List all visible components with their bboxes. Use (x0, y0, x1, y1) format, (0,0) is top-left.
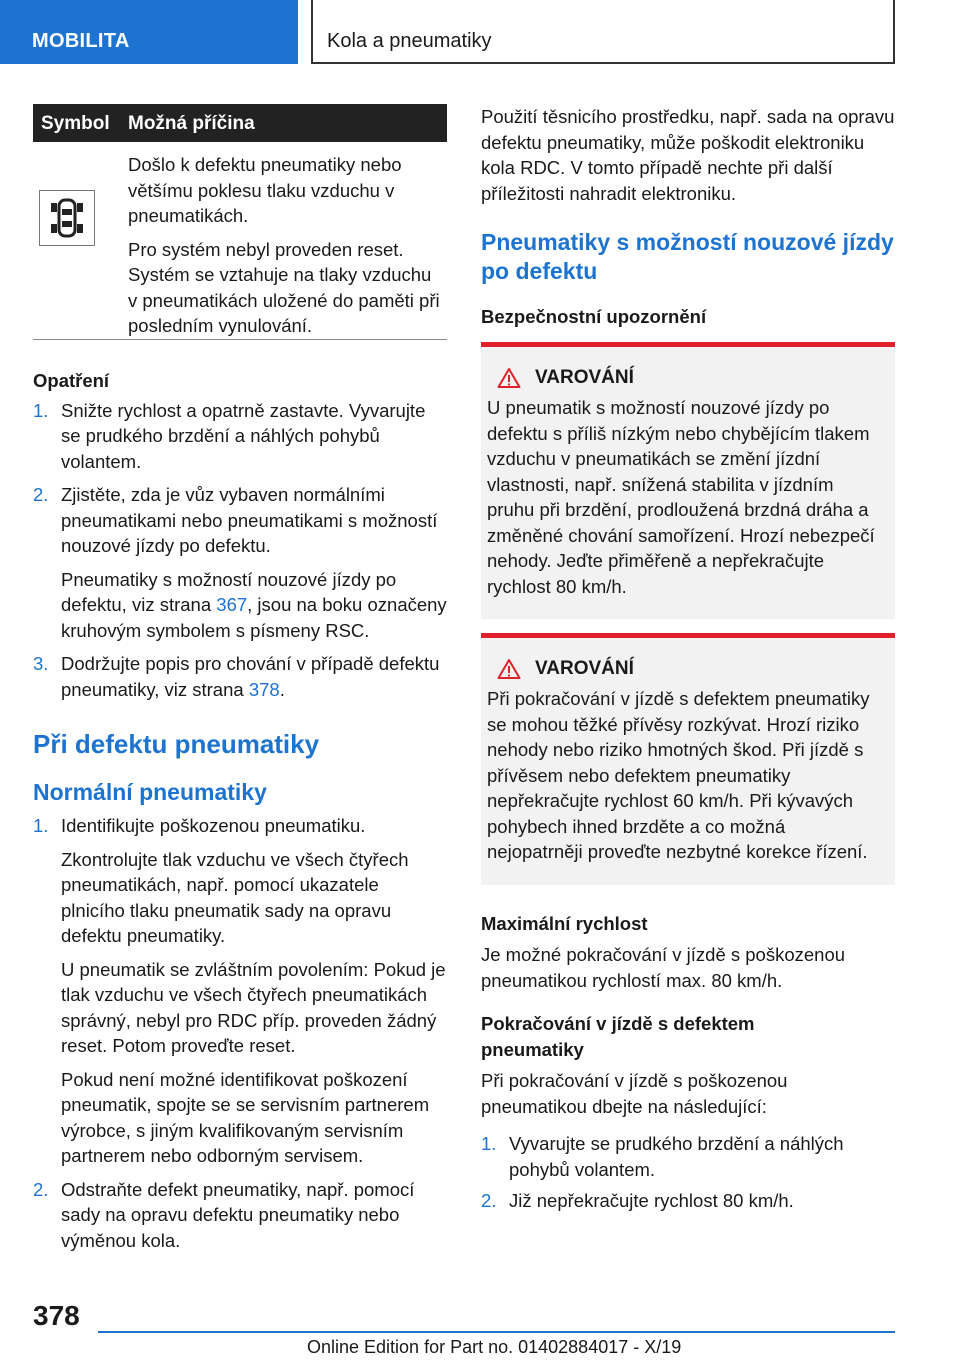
normal-tires-heading: Normální pneumatiky (33, 779, 267, 805)
warning-box (481, 342, 895, 619)
list-text: Zkontrolujte tlak vzduchu ve všech čtyřech pneumatikách, např. pomocí ukazatele plnicího tlaku pneumatik sady na opravu defektu pneumatiky. (61, 848, 409, 946)
edition-text: Online Edition for Part no. 01402884017 - X/19 (307, 1337, 682, 1357)
defect-list (33, 813, 447, 1253)
warning-triangle-icon (497, 658, 521, 680)
max-speed-text: Je možné pokračování v jízdě s poškozenou pneumatikou rychlostí max. 80 km/h. (481, 944, 846, 991)
page-link-367[interactable]: 367 (216, 594, 248, 615)
warning-box (481, 633, 895, 885)
warning-text: Při pokračování v jízdě s defektem pneumatiky se mohou těžké přívěsy rozkývat. Hrozí riziko nehody nebo riziko hmotných škod. Při jízdě s přívěsem nebo defektem pneumatiky nepřekračujte rychlost 60 km/h. Při kývavých pohybech ihned brzděte a co možná nejopatrněji proveďte nezbytné korekce řízení. (487, 688, 870, 862)
table-header (33, 104, 447, 142)
table-header-symbol: Symbol (41, 113, 110, 134)
list-item (33, 398, 447, 475)
page-link-378[interactable]: 378 (248, 678, 280, 700)
continue-heading: Pokračování v jízdě s defektem pneumatiky (481, 1013, 755, 1060)
list-number: 2. (481, 1190, 497, 1211)
defect-heading: Při defektu pneumatiky (33, 729, 320, 759)
cause-text (128, 152, 444, 339)
list-text: U pneumatik se zvláštním povolením: Pokud je tlak vzduchu ve všech čtyřech pneumatikách správný, nebyl pro RDC příp. proveden žádný reset. Potom proveďte reset. (61, 958, 446, 1056)
right-column (481, 104, 895, 1214)
list-text: Odstraňte defekt pneumatiky, např. pomocí sady na opravu defektu pneumatiky nebo výměnou kola. (61, 1178, 415, 1251)
list-text: Zjistěte, zda je vůz vybaven normálními pneumatikami nebo pneumatikami s možností nouzové jízdy po defektu. (61, 484, 438, 556)
continue-list (481, 1131, 895, 1214)
table-row (33, 142, 447, 340)
tire-pressure-warning-icon (39, 190, 95, 246)
list-item (33, 1177, 447, 1254)
list-text: Již nepřekračujte rychlost 80 km/h. (509, 1190, 794, 1211)
list-item (481, 1131, 895, 1182)
safety-heading: Bezpečnostní upozornění (481, 306, 707, 327)
list-text: Identifikujte poškozenou pneumatiku. (61, 815, 366, 836)
list-item (33, 813, 447, 1169)
list-number: 3. (33, 653, 49, 674)
chapter-title: Kola a pneumatiky (327, 30, 492, 52)
warning-label: VAROVÁNÍ (535, 658, 634, 679)
list-text: Vyvarujte se prudkého brzdění a náhlých pohybů volantem. (509, 1133, 844, 1180)
defect-section (33, 728, 447, 1253)
warning-label: VAROVÁNÍ (535, 367, 634, 388)
list-text: Snižte rychlost a opatrně zastavte. Vyvarujte se prudkého brzdění a náhlých pohybů volantem. (61, 399, 426, 472)
cause-1: Došlo k defektu pneumatiky nebo většímu poklesu tlaku vzduchu v pneumatikách. (128, 154, 402, 226)
continue-text: Při pokračování v jízdě s poškozenou pneumatikou dbejte na následující: (481, 1070, 788, 1117)
chapter-tab (311, 0, 895, 64)
max-speed-heading: Maximální rychlost (481, 912, 648, 934)
measures-list (33, 398, 447, 703)
measures-heading: Opatření (33, 370, 110, 391)
list-text: Pokud není možné identifikovat poškození pneumatik, spojte se se servisním partnerem výrobce, s jiným kvalifikovaným servisním partnerem nebo odborným servisem. (61, 1068, 430, 1166)
table-header-cause: Možná příčina (128, 113, 255, 134)
warning-triangle-icon (497, 367, 521, 389)
warning-title (497, 367, 885, 389)
list-number: 1. (33, 399, 49, 421)
list-item (481, 1188, 895, 1214)
list-text-extra: Pneumatiky s možností nouzové jízdy po defektu, viz strana 367, jsou na boku označeny kruhovým symbolem s písmeny RSC. (61, 568, 447, 641)
rdc-intro: Použití těsnicího prostředku, např. sada na opravu defektu pneumatiky, může poškodit elektroniku kola RDC. V tomto případě nechte při další příležitosti nahradit elektroniku. (481, 106, 895, 204)
measures-section (33, 368, 447, 702)
page-number: 378 (33, 1300, 80, 1331)
list-number: 1. (33, 815, 49, 836)
runflat-heading: Pneumatiky s možností nouzové jízdy po defektu (481, 229, 894, 284)
cause-2: Pro systém nebyl proveden reset. Systém se vztahuje na tlaky vzduchu v pneumatikách uložené do paměti při posledním vynulování. (128, 238, 440, 336)
section-title: MOBILITA (32, 30, 130, 52)
list-number: 1. (481, 1133, 497, 1154)
warning-text: U pneumatik s možností nouzové jízdy po defektu s příliš nízkým nebo chybějícím tlakem vzduchu v pneumatikách se změní jízdní vlastnosti, např. snížená stabilita v jízdním pruhu při brzdění, prodloužená brzdná dráha a změněné chování samořízení. Hrozí nebezpečí nehody. Jeďte přiměřeně a nepřekračujte rychlost 80 km/h. (487, 397, 875, 597)
warning-title (497, 658, 885, 680)
list-text: Dodržujte popis pro chování v případě defektu pneumatiky, viz strana 378. (61, 653, 440, 700)
list-number: 2. (33, 484, 49, 505)
list-item (33, 651, 447, 702)
footer-divider (98, 1331, 895, 1333)
section-tab (0, 0, 298, 64)
list-number: 2. (33, 1178, 49, 1200)
left-column (33, 104, 447, 1253)
list-item (33, 482, 447, 643)
